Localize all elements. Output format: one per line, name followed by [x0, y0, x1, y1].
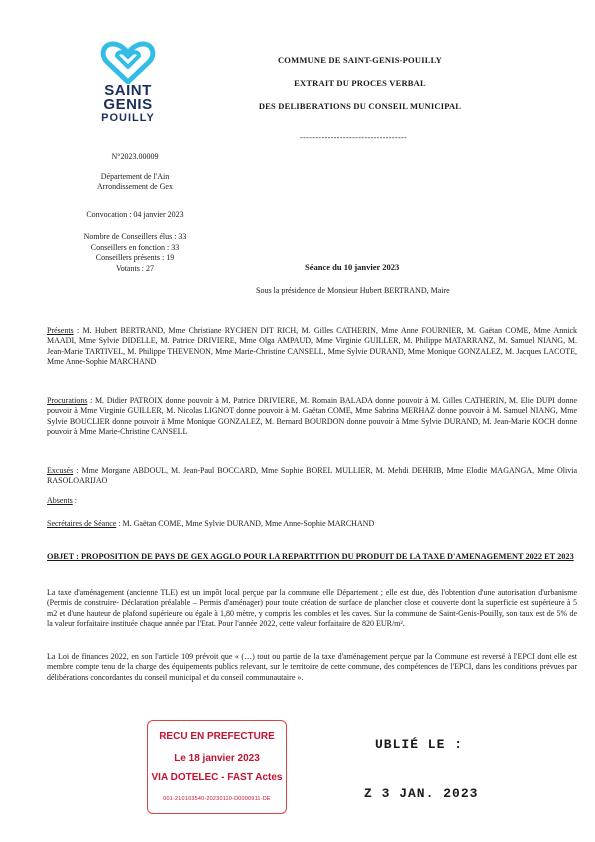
logo-line-1: SAINT — [104, 82, 152, 99]
excuses-label: Excusés — [47, 466, 74, 475]
body-paragraph-1: La taxe d'aménagement (ancienne TLE) est un impôt local perçue par la commune elle Département ; elle est due, dès l'obtention d'une autorisation d'urbanisme (Permis de construire- Déclaration préalable – Permis d'aménager) pour toute création de surface de plancher close et couverte dont la superficie est supérieure à 5 m2 et d'une hauteur de plafond supérieure ou égale à 1,80 mètre, y compris les combles et les caves. Sur la commune de Saint-Genis-Pouilly, son taux est de 5% de la valeur forfaitaire instituée chaque année par l'Etat. Pour l'année 2022, cette valeur forfaitaire de 820 EUR/m². — [47, 588, 577, 628]
stamp-line-3: VIA DOTELEC - FAST Actes — [151, 772, 283, 783]
count-fonction: Conseillers en fonction : 33 — [90, 242, 180, 252]
procurations-paragraph — [47, 396, 577, 437]
absents-paragraph — [47, 496, 577, 506]
arrondissement: Arrondissement de Gex — [97, 182, 173, 191]
header-commune: COMMUNE DE SAINT-GENIS-POUILLY — [277, 55, 443, 65]
secretaires-paragraph — [47, 519, 577, 529]
presents-label: Présents — [47, 326, 74, 335]
count-presents: Conseillers présents : 19 — [95, 253, 175, 262]
stamp-line-2: Le 18 janvier 2023 — [174, 753, 260, 764]
count-elus: Nombre de Conseillers élus : 33 — [83, 232, 187, 241]
department: Département de l'Ain — [100, 172, 170, 181]
body-paragraph-2: La Loi de finances 2022, en son l'article 109 prévoit que « (…) tout ou partie de la taxe d'aménagement perçue par la Commune est reversé à l'EPCI dont elle est membre compte tenu de la charge des équipements publics relevant, sur le territoire de cette commune, des compétences de l'EPCI, dans les conditions prévues par délibérations concordantes du conseil municipal et du conseil communautaire ». — [47, 652, 577, 682]
presents-text: : M. Hubert BERTRAND, Mme Christiane RYCHEN DIT RICH, M. Gilles CATHERIN, Mme Anne FOURNIER, M. Gaëtan COME, Mme Annick MAADI, Mme Sylvie DIDELLE, M. Patrice DRIVIERE, Mme Olga AMPAUD, Mme Virginie GUILLER, M. Philippe MATARRANZ, M. Samuel NIANG, M. Jean-Marie TARTIVEL, M. Philippe THEVENON, Mme Marie-Christine CANSELL, Mme Sylvie DURAND, Mme Monique GONZALEZ, M. Jacques LACOTE, Mme Anne-Sophie MARCHAND — [47, 326, 577, 366]
excuses-text: : Mme Morgane ABDOUL, M. Jean-Paul BOCCARD, Mme Sophie BOREL MULLIER, M. Mehdi DEHRIB, Mme Elodie MAGANGA, Mme Olivia RASOLOARIJAO — [47, 466, 577, 486]
logo-line-2: GENIS — [103, 96, 153, 113]
deliberation-number: N°2023.00009 — [111, 152, 159, 161]
logo — [93, 40, 163, 125]
logo-line-3: POUILLY — [101, 112, 155, 124]
objet-heading: OBJET : PROPOSITION DE PAYS DE GEX AGGLO POUR LA REPARTITION DU PRODUIT DE LA TAXE D'AMENAGEMENT 2022 ET 2023 — [47, 552, 574, 561]
absents-text: : — [72, 496, 78, 505]
excuses-paragraph — [47, 466, 577, 487]
heart-logo-icon — [99, 40, 157, 84]
convocation-date: Convocation : 04 janvier 2023 — [86, 210, 184, 219]
procurations-label: Procurations — [47, 396, 88, 405]
department-info — [40, 172, 230, 192]
header-deliberations: DES DELIBERATIONS DU CONSEIL MUNICIPAL — [258, 101, 462, 111]
publication-date: Z 3 JAN. 2023 — [364, 786, 479, 801]
presents-paragraph — [47, 326, 577, 367]
prefecture-stamp — [147, 720, 287, 814]
document-header — [230, 55, 490, 124]
stamp-line-1: RECU EN PREFECTURE — [159, 731, 275, 742]
secretaires-label: Secrétaires de Séance — [47, 519, 117, 528]
header-extrait: EXTRAIT DU PROCES VERBAL — [294, 78, 426, 88]
council-counts — [40, 232, 230, 274]
header-divider: ----------------------------------- — [300, 133, 408, 142]
secretaires-text: : M. Gaëtan COME, Mme Sylvie DURAND, Mme Anne-Sophie MARCHAND — [116, 519, 375, 528]
publication-label: UBLIÉ LE : — [375, 737, 464, 752]
stamp-line-4: 001-210103540-20230110-D0000911-DE — [163, 796, 271, 802]
procurations-text: : M. Didier PATROIX donne pouvoir à M. Patrice DRIVIERE, M. Romain BALADA donne pouvoir à M. Gilles CATHERIN, M. Elie DUPI donne pouvoir à Mme Virginie GUILLER, M. Nicolas LIGNOT donne pouvoir à M. Gaëtan COME, Mme Sabrina MERHAZ donne pouvoir à M. Samuel NIANG, Mme Sylvie BOUCLIER donne pouvoir à Mme Monique GONZALEZ, M. Bernard BOURDON donne pouvoir à Mme Sylvie DURAND, M. Jean-Marie KOCH donne pouvoir à Mme Marie-Christine CANSELL — [47, 396, 577, 436]
seance-presidence: Sous la présidence de Monsieur Hubert BERTRAND, Maire — [256, 286, 450, 295]
absents-label: Absents — [47, 496, 73, 505]
seance-title: Séance du 10 janvier 2023 — [305, 262, 400, 272]
count-votants: Votants : 27 — [115, 263, 155, 273]
